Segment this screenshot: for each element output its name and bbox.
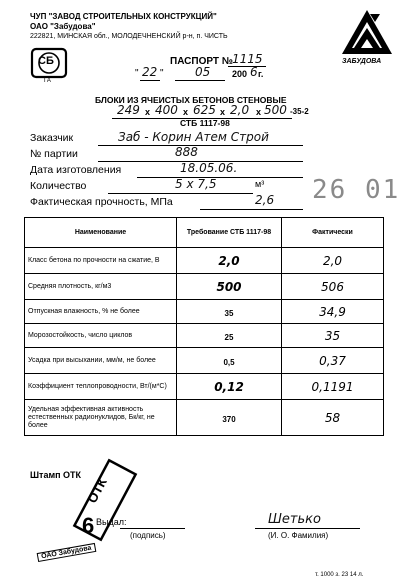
company-address: 222821, МИНСКАЯ обл., МОЛОДЕЧНЕНСКИЙ р-н, п. ЧИСТЬ [30,33,228,40]
table-row: Средняя плотность, кг/м3 500 506 [25,274,384,300]
table-row: Морозостойкость, число циклов 25 35 [25,324,384,348]
print-note: т. 1000 з. 23 14 л. [315,572,364,578]
table-row: Отпускная влажность, % не более 35 34,9 [25,300,384,324]
product-dim-1: 249 [117,103,140,117]
issued-label: Выдал: [96,517,127,527]
passport-number: 1115 [232,52,263,66]
field-value-customer: Заб - Корин Атем Строй [118,130,269,144]
passport-year-prefix: 200 [232,69,248,79]
field-label-batch: № партии [30,148,78,160]
product-grade-2: 500 [264,103,287,117]
certification-mark-text: СБ [38,55,54,67]
field-unit-quantity: м³ [255,179,265,189]
passport-date-day: 22 [142,65,158,79]
passport-date-month: 05 [195,65,211,79]
otk-stamp-text: ОТК [84,475,110,506]
company-name: ЧУП "ЗАВОД СТРОИТЕЛЬНЫХ КОНСТРУКЦИЙ" [30,12,217,21]
otk-stamp-number: 6 [82,513,95,538]
product-standard: СТБ 1117-98 [180,118,230,128]
signature-label: (подпись) [130,531,166,540]
table-row: Класс бетона по прочности на сжатие, В 2,0 2,0 [25,248,384,274]
issuer-name-handwritten: Шетько [268,512,321,527]
col-header-name: Наименование [25,218,177,248]
faint-stamp: 26 01 [312,175,401,205]
col-header-actual: Фактически [282,218,384,248]
table-header-row [25,218,384,248]
field-label-customer: Заказчик [30,132,74,144]
table-row: Усадка при высыхании, мм/м, не более 0,5 0,37 [25,348,384,374]
product-dim-3: 625 [193,103,216,117]
properties-table [24,217,384,436]
product-grade-1: 2,0 [230,103,250,117]
table-row: Удельная эффективная активность естественных радионуклидов, Бк/кг, не более 370 58 [25,400,384,436]
passport-year-digit: 6 [250,65,258,79]
date-quote-close: " [160,68,164,79]
field-value-strength: 2,6 [255,193,275,207]
passport-title: ПАСПОРТ № [170,56,233,67]
field-value-batch: 888 [175,145,198,159]
field-label-strength: Фактическая прочность, МПа [30,196,173,208]
table-row: Коэффициент теплопроводности, Вт/(м*С) 0,12 0,1191 [25,374,384,400]
field-label-quantity: Количество [30,180,87,192]
passport-year-suffix: г. [258,69,264,79]
product-title: БЛОКИ ИЗ ЯЧЕИСТЫХ БЕТОНОВ СТЕНОВЫЕ [95,95,287,105]
zabudova-logo [340,8,395,63]
otk-stamp-label: Штамп ОТК [30,470,82,480]
name-label: (И. О. Фамилия) [268,531,329,540]
certification-mark-sub: ГА [44,78,51,84]
bottom-stamp: ОАО Забудова [37,543,96,562]
product-suffix: -35-2 [290,107,309,116]
logo-text: ЗАБУДОВА [342,58,382,65]
field-value-manufacture-date: 18.05.06. [180,161,238,175]
field-label-manufacture-date: Дата изготовления [30,164,122,176]
date-quote-open: " [135,68,139,79]
certification-mark [30,47,70,87]
field-value-quantity: 5 x 7,5 [175,177,217,191]
owner-name: ОАО "Забудова" [30,22,96,31]
col-header-requirement: Требование СТБ 1117-98 [177,218,282,248]
product-dim-2: 400 [155,103,178,117]
